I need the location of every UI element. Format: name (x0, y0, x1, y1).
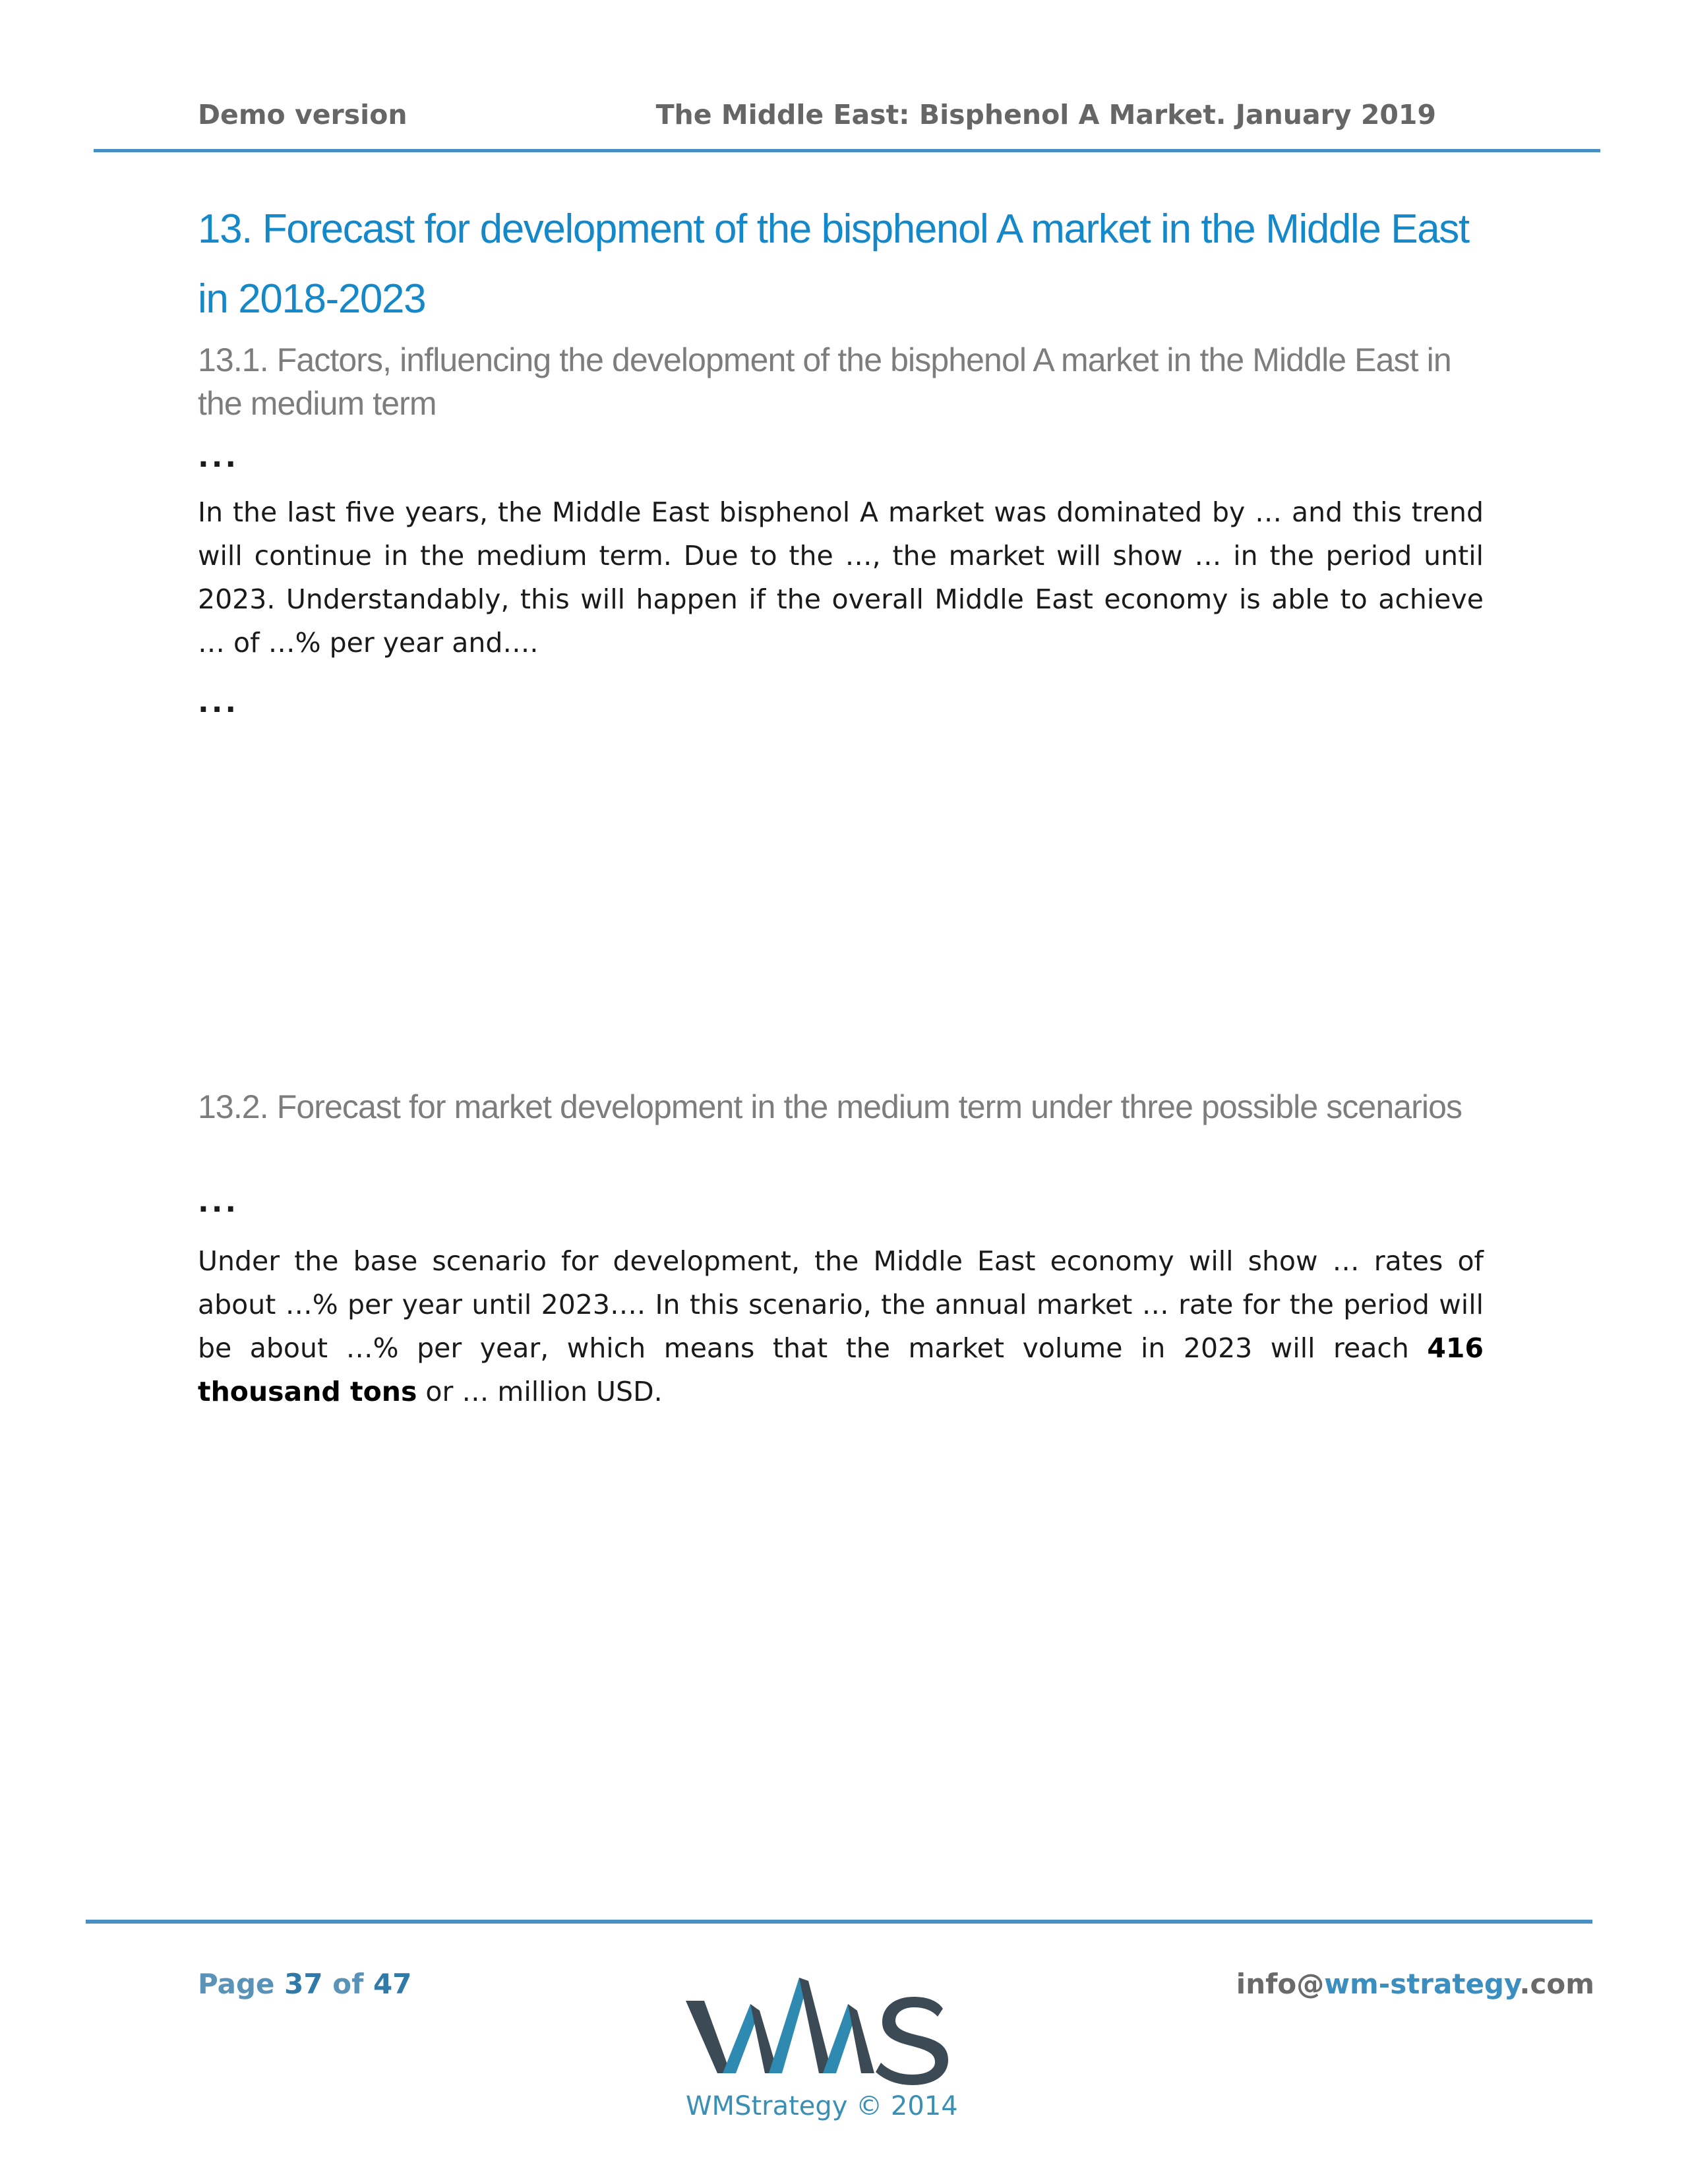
section-title (198, 194, 1490, 334)
ellipsis-marker: ... (198, 686, 239, 719)
paragraph-text: or … million USD. (417, 1376, 663, 1407)
page-number (198, 1968, 411, 2000)
page-label: Page (198, 1968, 285, 2000)
page-total: 47 (373, 1968, 412, 2000)
subsection-2-paragraph (198, 1239, 1484, 1413)
subsection-2-title: 13.2. Forecast for market development in the medium term under three possible scenarios (198, 1088, 1462, 1125)
market-volume-highlight: 416 thousand tons (198, 1332, 1484, 1407)
section-title-line1: 13. Forecast for development of the bisphenol A market in the Middle East (198, 206, 1469, 252)
header-report-title: The Middle East: Bisphenol A Market. January 2019 (655, 99, 1436, 131)
ellipsis-marker: ... (198, 1185, 239, 1219)
email-tld: .com (1519, 1968, 1594, 2000)
subsection-1-paragraph: In the last five years, the Middle East bisphenol A market was dominated by … and this trend will continue in the medium term. Due to the …, the market will show … in the period until 2023. Understandably, this will happen if the overall Middle East economy is able to achieve … of …% per year and…. (198, 496, 1484, 659)
header-divider (94, 149, 1600, 152)
section-title-line2: in 2018-2023 (198, 276, 426, 322)
footer-divider (86, 1920, 1592, 1924)
subsection-1-title: 13.1. Factors, influencing the development of the bisphenol A market in the Middle East in the medium term (198, 341, 1451, 422)
email-user: info@ (1236, 1968, 1325, 2000)
ellipsis-marker: ... (198, 440, 239, 474)
paragraph-text: Under the base scenario for development, the Middle East economy will show … rates of about …% per year until 2023…. In this scenario, the annual market … rate for the period will be about …% per year, which means that the market volume in 2023 will reach (198, 1245, 1484, 1364)
logo-caption: WMStrategy © 2014 (686, 2091, 958, 2121)
header-demo-version: Demo version (198, 99, 407, 131)
wms-logo-icon (679, 1974, 956, 2093)
page-current: 37 (284, 1968, 323, 2000)
contact-email[interactable] (1236, 1968, 1594, 2000)
page-of: of (322, 1968, 373, 2000)
email-domain: wm-strategy (1324, 1968, 1520, 2000)
